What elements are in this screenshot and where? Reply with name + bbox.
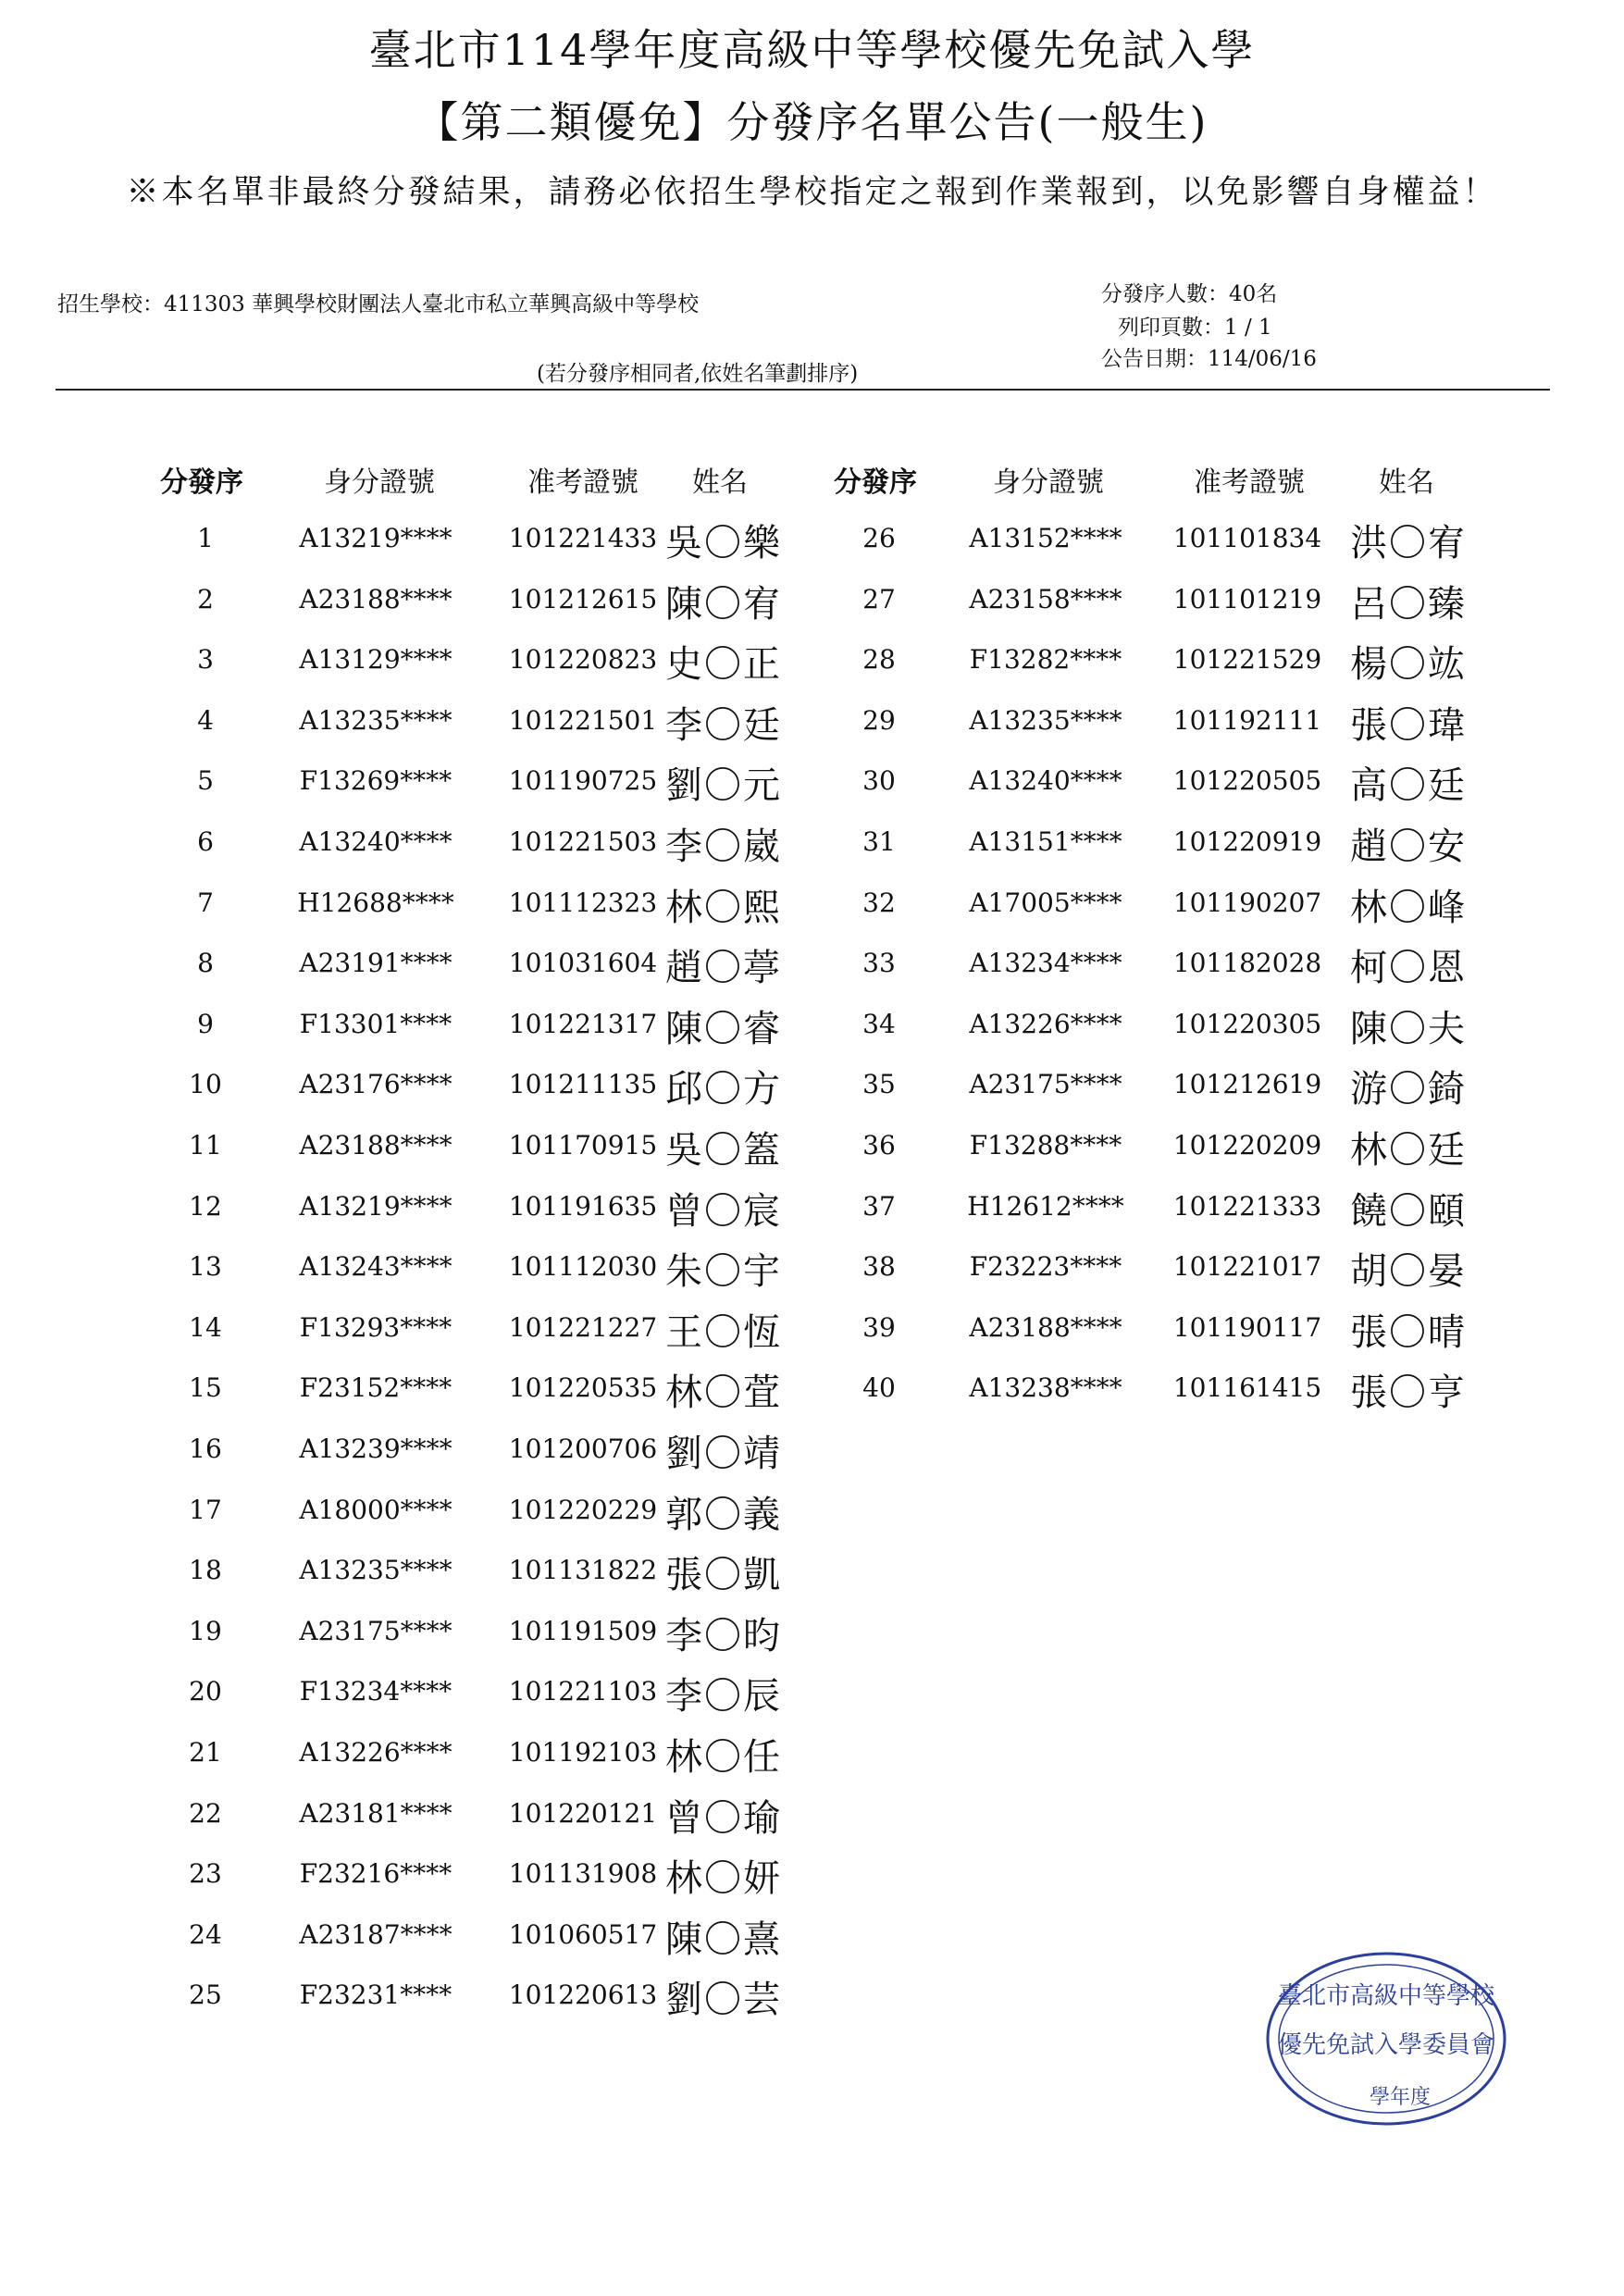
row-name: 張〇凱: [665, 1554, 782, 1597]
row-name: 林〇任: [665, 1736, 782, 1779]
row-exam: 101211135: [508, 1069, 658, 1100]
row-exam: 101220823: [508, 644, 658, 676]
header-seq-left: 分發序: [160, 466, 243, 499]
row-name: 陳〇睿: [665, 1007, 782, 1050]
row-seq: 16: [189, 1433, 222, 1464]
row-name: 李〇昀: [665, 1614, 782, 1657]
row-seq: 26: [862, 523, 896, 553]
row-exam: 101060517: [508, 1918, 658, 1950]
row-exam: 101101834: [1172, 523, 1322, 553]
row-seq: 36: [862, 1130, 896, 1160]
row-seq: 10: [189, 1069, 222, 1100]
row-exam: 101221529: [1172, 644, 1322, 676]
row-id: A13234****: [969, 948, 1122, 979]
row-exam: 101220305: [1172, 1008, 1322, 1039]
row-seq: 4: [197, 704, 214, 736]
row-id: A13235****: [299, 1555, 452, 1586]
row-name: 林〇妍: [665, 1857, 782, 1901]
row-seq: 33: [862, 948, 896, 979]
seal-line2: 優先免試入學委員會: [1277, 2031, 1495, 2059]
row-id: F23223****: [969, 1251, 1122, 1283]
row-seq: 1: [197, 523, 214, 553]
row-id: H12612****: [967, 1190, 1124, 1222]
row-name: 張〇瑋: [1350, 703, 1467, 747]
row-id: A13243****: [299, 1251, 452, 1283]
row-name: 柯〇恩: [1350, 947, 1467, 990]
seal-line3: 學年度: [1369, 2086, 1432, 2109]
date-info: 公告日期：114/06/16: [1101, 347, 1317, 371]
row-id: A23176****: [299, 1069, 452, 1100]
row-id: A23188****: [969, 1311, 1122, 1343]
row-exam: 101190207: [1172, 887, 1322, 918]
header-name-left: 姓名: [692, 466, 748, 499]
row-id: F13288****: [969, 1130, 1122, 1160]
count-info: 分發序人數：40名: [1101, 282, 1278, 306]
row-id: A13235****: [299, 704, 452, 736]
row-name: 楊〇竑: [1350, 643, 1467, 687]
row-exam: 101221333: [1172, 1190, 1322, 1222]
header-divider: [56, 389, 1550, 391]
seal-line1: 臺北市高級中等學校: [1277, 1982, 1495, 2010]
row-name: 劉〇靖: [665, 1433, 782, 1475]
row-name: 曾〇宸: [665, 1189, 782, 1233]
row-name: 王〇恆: [665, 1310, 782, 1354]
page-info: 列印頁數：1 / 1: [1118, 316, 1272, 340]
row-seq: 34: [862, 1008, 896, 1039]
row-id: A23175****: [299, 1615, 452, 1646]
row-exam: 101170915: [508, 1130, 658, 1160]
notice-text: ※本名單非最終分發結果，請務必依招生學校指定之報到作業報到，以免影響自身權益！: [126, 174, 1498, 211]
row-seq: 7: [197, 887, 214, 918]
header-name-right: 姓名: [1379, 466, 1434, 499]
row-name: 陳〇熹: [665, 1917, 782, 1961]
row-seq: 27: [862, 583, 896, 614]
row-seq: 30: [862, 765, 896, 797]
row-id: F23216****: [299, 1858, 452, 1890]
row-name: 高〇廷: [1350, 764, 1467, 808]
row-seq: 21: [189, 1737, 222, 1768]
row-name: 劉〇元: [665, 764, 782, 808]
row-seq: 5: [197, 765, 214, 797]
row-seq: 31: [862, 826, 896, 857]
row-id: A13226****: [969, 1008, 1122, 1039]
row-id: A23175****: [969, 1069, 1122, 1100]
row-name: 洪〇宥: [1350, 522, 1467, 565]
row-seq: 6: [197, 826, 214, 857]
row-exam: 101112030: [508, 1251, 658, 1283]
row-seq: 38: [862, 1251, 896, 1283]
page-title: 臺北市114學年度高級中等學校優先免試入學: [368, 25, 1256, 75]
row-id: F13301****: [299, 1008, 452, 1039]
row-exam: 101220229: [508, 1494, 658, 1525]
official-seal: [1261, 1946, 1511, 2131]
row-exam: 101220613: [508, 1980, 658, 2011]
row-exam: 101221227: [508, 1311, 658, 1343]
row-id: A13239****: [299, 1433, 452, 1464]
row-id: A13235****: [969, 704, 1122, 736]
row-exam: 101182028: [1172, 948, 1322, 979]
row-name: 劉〇芸: [665, 1979, 782, 2022]
row-exam: 101221503: [508, 826, 658, 857]
row-exam: 101161415: [1172, 1372, 1322, 1404]
row-seq: 11: [189, 1130, 222, 1160]
row-exam: 101220209: [1172, 1130, 1322, 1160]
row-exam: 101212619: [1172, 1069, 1322, 1100]
row-exam: 101220505: [1172, 765, 1322, 797]
row-id: F23231****: [299, 1980, 452, 2011]
row-name: 陳〇宥: [665, 582, 782, 626]
row-exam: 101191509: [508, 1615, 658, 1646]
row-name: 吳〇樂: [665, 522, 782, 565]
row-id: A13238****: [969, 1372, 1122, 1404]
row-name: 李〇辰: [665, 1675, 782, 1719]
row-seq: 13: [189, 1251, 222, 1283]
row-exam: 101112323: [508, 887, 658, 918]
row-seq: 29: [862, 704, 896, 736]
row-name: 饒〇頤: [1350, 1189, 1467, 1233]
row-seq: 17: [189, 1494, 222, 1525]
row-exam: 101031604: [508, 948, 658, 979]
row-name: 林〇廷: [1350, 1129, 1467, 1172]
row-exam: 101192111: [1172, 704, 1322, 736]
row-name: 游〇錡: [1350, 1068, 1467, 1111]
row-seq: 28: [862, 644, 896, 676]
row-name: 李〇崴: [665, 825, 782, 868]
row-exam: 101190725: [508, 765, 658, 797]
row-seq: 32: [862, 887, 896, 918]
row-exam: 101200706: [508, 1433, 658, 1464]
row-seq: 39: [862, 1311, 896, 1343]
row-id: F13282****: [969, 644, 1122, 676]
row-name: 林〇萓: [665, 1371, 782, 1415]
row-seq: 24: [189, 1918, 222, 1950]
row-seq: 35: [862, 1069, 896, 1100]
row-name: 吳〇篕: [665, 1129, 782, 1172]
row-id: A13226****: [299, 1737, 452, 1768]
row-exam: 101221433: [508, 523, 658, 553]
page-subtitle: 【第二類優免】分發序名單公告(一般生): [415, 97, 1209, 147]
row-name: 李〇廷: [665, 703, 782, 747]
header-exam-right: 准考證號: [1194, 466, 1305, 499]
row-name: 邱〇方: [665, 1068, 782, 1111]
row-exam: 101221501: [508, 704, 658, 736]
row-exam: 101221317: [508, 1008, 658, 1039]
row-name: 曾〇瑜: [665, 1796, 782, 1840]
row-name: 陳〇夫: [1350, 1007, 1467, 1050]
row-id: A23188****: [299, 583, 452, 614]
row-seq: 14: [189, 1311, 222, 1343]
row-seq: 12: [189, 1190, 222, 1222]
row-id: A13151****: [969, 826, 1122, 857]
row-exam: 101220919: [1172, 826, 1322, 857]
row-id: F13234****: [299, 1676, 452, 1707]
row-id: F13293****: [299, 1311, 452, 1343]
row-name: 林〇峰: [1350, 886, 1467, 929]
row-exam: 101221017: [1172, 1251, 1322, 1283]
row-exam: 101220121: [508, 1797, 658, 1829]
row-id: A13240****: [969, 765, 1122, 797]
row-seq: 3: [197, 644, 214, 676]
row-seq: 15: [189, 1372, 222, 1404]
row-id: A13240****: [299, 826, 452, 857]
row-seq: 9: [197, 1008, 214, 1039]
row-id: A13152****: [969, 523, 1122, 553]
row-name: 呂〇臻: [1350, 582, 1467, 626]
row-id: F23152****: [299, 1372, 452, 1404]
row-id: A13219****: [299, 1190, 452, 1222]
row-seq: 2: [197, 583, 214, 614]
row-name: 趙〇葶: [665, 947, 782, 990]
header-id-right: 身分證號: [993, 466, 1104, 499]
row-name: 史〇正: [665, 643, 782, 687]
row-id: A13219****: [299, 523, 452, 553]
school-info: 招生學校：411303 華興學校財團法人臺北市私立華興高級中等學校: [57, 292, 700, 316]
sort-note: (若分發序相同者,依姓名筆劃排序): [537, 362, 859, 386]
row-name: 張〇亨: [1350, 1371, 1467, 1415]
row-seq: 22: [189, 1797, 222, 1829]
row-name: 郭〇義: [665, 1493, 782, 1536]
row-name: 林〇熙: [665, 886, 782, 929]
row-exam: 101190117: [1172, 1311, 1322, 1343]
row-seq: 20: [189, 1676, 222, 1707]
row-seq: 8: [197, 948, 214, 979]
row-exam: 101101219: [1172, 583, 1322, 614]
row-seq: 40: [862, 1372, 896, 1404]
row-seq: 18: [189, 1555, 222, 1586]
row-id: A13129****: [299, 644, 452, 676]
row-id: F13269****: [299, 765, 452, 797]
header-id-left: 身分證號: [324, 466, 435, 499]
row-exam: 101192103: [508, 1737, 658, 1768]
row-seq: 19: [189, 1615, 222, 1646]
row-seq: 37: [862, 1190, 896, 1222]
row-exam: 101131908: [508, 1858, 658, 1890]
header-exam-left: 准考證號: [527, 466, 638, 499]
row-id: A23158****: [969, 583, 1122, 614]
row-exam: 101191635: [508, 1190, 658, 1222]
row-id: A23191****: [299, 948, 452, 979]
row-id: A17005****: [969, 887, 1122, 918]
row-seq: 25: [189, 1980, 222, 2011]
meta-block: [1101, 278, 1317, 376]
row-name: 胡〇晏: [1350, 1250, 1467, 1294]
row-exam: 101212615: [508, 583, 658, 614]
row-id: A23188****: [299, 1130, 452, 1160]
row-name: 朱〇宇: [665, 1250, 782, 1294]
row-id: A23187****: [299, 1918, 452, 1950]
row-id: A18000****: [299, 1494, 452, 1525]
row-exam: 101131822: [508, 1555, 658, 1586]
row-name: 張〇晴: [1350, 1310, 1467, 1354]
row-seq: 23: [189, 1858, 222, 1890]
row-exam: 101220535: [508, 1372, 658, 1404]
row-exam: 101221103: [508, 1676, 658, 1707]
header-seq-right: 分發序: [834, 466, 917, 499]
row-id: H12688****: [297, 887, 454, 918]
row-id: A23181****: [299, 1797, 452, 1829]
row-name: 趙〇安: [1350, 825, 1467, 868]
